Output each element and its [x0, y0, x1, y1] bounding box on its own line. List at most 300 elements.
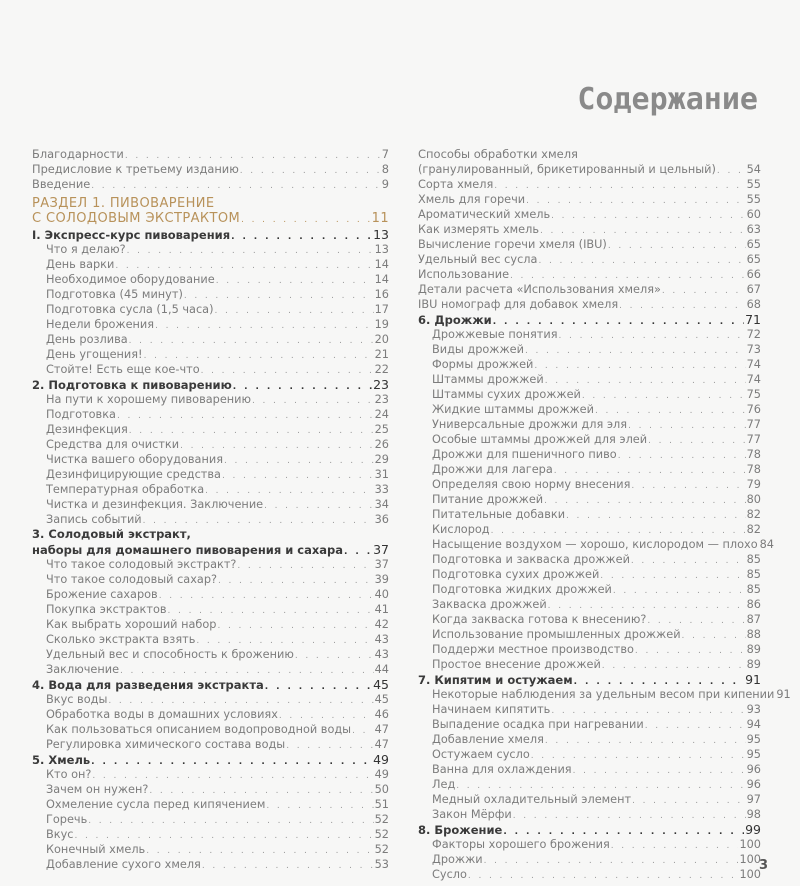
entry-page: 51: [374, 798, 389, 811]
toc-entry[interactable]: [32, 272, 389, 287]
entry-label: Подготовка жидких дрожжей: [432, 583, 612, 596]
entry-page: 68: [746, 298, 761, 311]
entry-label: Запись событий: [46, 513, 142, 526]
entry-label: Использование: [418, 268, 510, 281]
leader-dots: [613, 584, 746, 599]
entry-label: Регулировка химического состава воды: [46, 738, 286, 751]
toc-entry[interactable]: [418, 342, 761, 357]
entry-label: Как пользоваться описанием водопроводной воды: [46, 723, 352, 736]
toc-entry[interactable]: [418, 597, 761, 612]
chapter-entry[interactable]: [418, 312, 761, 327]
leader-dots: [545, 734, 746, 749]
leader-dots: [682, 629, 746, 644]
chapter-page: 37: [373, 542, 389, 557]
chapter-page: 13: [373, 227, 389, 242]
entry-label: Штаммы дрожжей: [432, 373, 544, 386]
entry-label: Дрожжи для лагера: [432, 463, 553, 476]
toc-entry[interactable]: [418, 762, 761, 777]
toc-entry[interactable]: [32, 632, 389, 647]
toc-entry[interactable]: [418, 327, 761, 342]
toc-entry[interactable]: [32, 557, 389, 572]
leader-dots: [231, 230, 372, 245]
entry-label: Как выбрать хороший набор: [46, 618, 217, 631]
entry-label: Брожение сахаров: [46, 588, 158, 601]
entry-page: 21: [374, 348, 389, 361]
entry-label: Использование промышленных дрожжей: [432, 628, 681, 641]
entry-page: 7: [381, 147, 389, 161]
entry-page: 82: [746, 508, 761, 521]
leader-dots: [252, 394, 374, 409]
chapter-entry[interactable]: [418, 672, 761, 687]
leader-dots: [159, 589, 374, 604]
toc-entry[interactable]: [418, 537, 774, 552]
entry-label: Сорта хмеля: [418, 178, 494, 191]
toc-entry[interactable]: [418, 462, 761, 477]
entry-page: 63: [746, 223, 761, 236]
toc-entry[interactable]: [418, 447, 761, 462]
toc-entry[interactable]: [418, 387, 761, 402]
entry-page: 91: [776, 688, 791, 701]
entry-label: День варки: [46, 258, 115, 271]
toc-entry[interactable]: [32, 242, 389, 257]
entry-page: 89: [746, 658, 761, 671]
leader-dots: [344, 545, 372, 560]
leader-dots: [484, 854, 739, 869]
entry-label: IBU номограф для добавок хмеля: [418, 298, 619, 311]
toc-entry[interactable]: [418, 207, 761, 222]
toc-entry[interactable]: [418, 657, 761, 672]
toc-entry[interactable]: [32, 587, 389, 602]
toc-entry[interactable]: [32, 437, 389, 452]
leader-dots: [635, 644, 746, 659]
toc-entry[interactable]: [418, 492, 761, 507]
toc-entry[interactable]: [32, 572, 389, 587]
leader-dots: [534, 359, 745, 374]
section-heading[interactable]: [32, 196, 389, 227]
entry-label: Сусло: [432, 868, 467, 881]
entry-page: 55: [746, 193, 761, 206]
toc-entry[interactable]: [32, 662, 389, 677]
entry-page: 24: [374, 408, 389, 421]
entry-label: Подготовка и закваска дрожжей: [432, 553, 630, 566]
leader-dots: [468, 869, 739, 884]
leader-dots: [631, 479, 745, 494]
entry-label: Дрожжи: [432, 853, 483, 866]
entry-label: Введение: [32, 177, 91, 191]
entry-label: Начинаем кипятить: [432, 703, 551, 716]
entry-page: 79: [746, 478, 761, 491]
entry-page: 33: [374, 483, 389, 496]
toc-entry[interactable]: [418, 267, 761, 282]
entry-page: 41: [374, 603, 389, 616]
entry-label: Кислород: [432, 523, 490, 536]
leader-dots: [717, 164, 746, 179]
leader-dots: [619, 299, 745, 314]
chapter-7-items: [418, 687, 791, 822]
entry-label: Недели брожения: [46, 318, 155, 331]
entry-page: 65: [746, 238, 761, 251]
toc-entry[interactable]: [32, 842, 389, 857]
toc-entry[interactable]: [418, 867, 761, 882]
toc-entry[interactable]: [418, 777, 761, 792]
toc-entry[interactable]: [32, 602, 389, 617]
entry-page: 31: [374, 468, 389, 481]
chapter-entry[interactable]: [418, 822, 761, 837]
toc-entry[interactable]: [418, 702, 761, 717]
entry-page: 65: [746, 253, 761, 266]
toc-entry[interactable]: [418, 687, 791, 702]
toc-entry[interactable]: [32, 812, 389, 827]
leader-dots: [224, 454, 374, 469]
entry-label: Факторы хорошего брожения: [432, 838, 610, 851]
entry-label: Подготовка (45 минут): [46, 288, 183, 301]
toc-entry[interactable]: [418, 507, 761, 522]
chapter-3-items: [32, 557, 389, 677]
leader-dots: [240, 164, 381, 179]
entry-label: Сколько экстракта взять: [46, 633, 196, 646]
toc-entry[interactable]: [32, 857, 389, 872]
toc-entry[interactable]: [418, 747, 761, 762]
leader-dots: [127, 244, 374, 259]
entry-page: 100: [739, 868, 761, 881]
chapter-entry[interactable]: [32, 527, 389, 557]
chapter-4-items: [32, 692, 389, 752]
leader-dots: [648, 434, 746, 449]
chapter-page: 91: [745, 672, 761, 687]
leader-dots: [632, 794, 746, 809]
entry-label: Вычисление горечи хмеля (IBU): [418, 238, 607, 251]
toc-entry[interactable]: [418, 807, 761, 822]
entry-label: День угощения!: [46, 348, 143, 361]
entry-label: Ароматический хмель: [418, 208, 551, 221]
toc-entry[interactable]: [418, 297, 761, 312]
toc-entry[interactable]: [32, 287, 389, 302]
entry-label-line2: (гранулированный, брикетированный и цельный): [418, 163, 716, 176]
toc-entry[interactable]: [418, 177, 761, 192]
entry-label: Заключение: [46, 663, 120, 676]
entry-page: 25: [374, 423, 389, 436]
leader-dots: [352, 724, 374, 739]
entry-page: 100: [739, 838, 761, 851]
leader-dots: [566, 509, 746, 524]
leader-dots: [91, 755, 372, 770]
chapter-page: 45: [373, 677, 389, 692]
chapter-1-items: [32, 242, 389, 377]
toc-entry[interactable]: [418, 642, 761, 657]
toc-entry[interactable]: [418, 852, 761, 867]
entry-page: 97: [746, 793, 761, 806]
entry-label: Остужаем сусло: [432, 748, 530, 761]
leader-dots: [645, 719, 746, 734]
toc-entry[interactable]: [32, 737, 389, 752]
entry-page: 53: [374, 858, 389, 871]
entry-label: Закваска дрожжей: [432, 598, 547, 611]
entry-page: 52: [374, 843, 389, 856]
toc-entry[interactable]: [32, 467, 389, 482]
leader-dots: [222, 469, 374, 484]
leader-dots: [494, 179, 745, 194]
leader-dots: [202, 859, 374, 874]
chapter-page: 71: [745, 312, 761, 327]
chapter-label-line2: наборы для домашнего пивоварения и сахара: [32, 543, 344, 557]
entry-label: Детали расчета «Использования хмеля»: [418, 283, 661, 296]
toc-entry[interactable]: [32, 177, 389, 192]
entry-page: 8: [381, 162, 389, 176]
toc-entry[interactable]: [418, 582, 761, 597]
entry-page: 46: [374, 708, 389, 721]
chapter-entry[interactable]: [32, 677, 389, 692]
chapter-5-continued-items: [418, 177, 761, 312]
toc-entry[interactable]: [32, 797, 389, 812]
entry-label: Предисловие к третьему изданию: [32, 162, 239, 176]
entry-page: 96: [746, 778, 761, 791]
entry-page: 77: [746, 418, 761, 431]
toc-entry[interactable]: [418, 627, 761, 642]
leader-dots: [216, 274, 374, 289]
toc-entry[interactable]: [418, 237, 761, 252]
entry-page: 86: [746, 598, 761, 611]
entry-label: Что такое солодовый сахар?: [46, 573, 218, 586]
leader-dots: [265, 680, 372, 695]
chapter-2-items: [32, 392, 389, 527]
toc-entry[interactable]: [32, 452, 389, 467]
leader-dots: [91, 179, 380, 194]
toc-entry[interactable]: [32, 497, 389, 512]
entry-page: 80: [746, 493, 761, 506]
leader-dots: [233, 380, 372, 395]
toc-entry[interactable]: [418, 282, 761, 297]
leader-dots: [618, 449, 746, 464]
entry-label: Хмель для горечи: [418, 193, 526, 206]
toc-entry[interactable]: [418, 192, 761, 207]
page-number: 3: [758, 858, 768, 873]
entry-page: 55: [746, 178, 761, 191]
entry-page: 82: [746, 523, 761, 536]
toc-entry[interactable]: [32, 302, 389, 317]
toc-entry[interactable]: [418, 732, 761, 747]
entry-page: 14: [374, 258, 389, 271]
leader-dots: [88, 814, 373, 829]
toc-entry[interactable]: [418, 372, 761, 387]
chapter-label: 8. Брожение: [418, 823, 503, 837]
leader-dots: [573, 764, 746, 779]
leader-dots: [525, 344, 746, 359]
chapter-5-items: [32, 767, 389, 872]
toc-entry[interactable]: [32, 317, 389, 332]
entry-page: 47: [374, 738, 389, 751]
toc-entry[interactable]: [32, 647, 389, 662]
entry-label: Кто он?: [46, 768, 92, 781]
front-matter: [32, 147, 389, 192]
entry-page: 34: [374, 498, 389, 511]
toc-entry[interactable]: [32, 162, 389, 177]
toc-entry[interactable]: [32, 147, 389, 162]
entry-label: Дезинфицирующие средства: [46, 468, 221, 481]
leader-dots: [120, 664, 374, 679]
toc-entry[interactable]: [418, 417, 761, 432]
entry-label: Добавление сухого хмеля: [46, 858, 201, 871]
section-page: 11: [371, 211, 389, 226]
leader-dots: [218, 574, 374, 589]
toc-entry[interactable]: [418, 432, 761, 447]
chapter-label-line1: 3. Солодовый экстракт,: [32, 527, 191, 541]
entry-page: 93: [746, 703, 761, 716]
entry-page: 19: [374, 318, 389, 331]
entry-page: 52: [374, 828, 389, 841]
entry-label: Чистка вашего оборудования: [46, 453, 223, 466]
leader-dots: [237, 559, 373, 574]
entry-page: 66: [746, 268, 761, 281]
entry-page: 74: [746, 373, 761, 386]
toc-entry[interactable]: [32, 782, 389, 797]
entry-label: Подготовка: [46, 408, 116, 421]
chapter-page: 23: [373, 377, 389, 392]
leader-dots: [538, 254, 745, 269]
entry-page: 94: [746, 718, 761, 731]
entry-label: Жидкие штаммы дрожжей: [432, 403, 594, 416]
leader-dots: [608, 239, 746, 254]
entry-label: Подготовка сусла (1,5 часа): [46, 303, 214, 316]
entry-label: День розлива: [46, 333, 128, 346]
leader-dots: [295, 649, 374, 664]
toc-entry[interactable]: [32, 617, 389, 632]
entry-page: 22: [374, 363, 389, 376]
entry-page: 44: [374, 663, 389, 676]
toc-entry[interactable]: [32, 767, 389, 782]
entry-label: Подготовка сухих дрожжей: [432, 568, 600, 581]
entry-page: 37: [374, 558, 389, 571]
entry-page: 89: [746, 643, 761, 656]
chapter-label: 7. Кипятим и остужаем: [418, 673, 573, 687]
toc-entry[interactable]: [32, 482, 389, 497]
entry-label: Питание дрожжей: [432, 493, 544, 506]
toc-entry[interactable]: [32, 257, 389, 272]
entry-page: 100: [739, 853, 761, 866]
toc-entry[interactable]: [418, 222, 761, 237]
toc-entry[interactable]: [418, 552, 761, 567]
leader-dots: [266, 799, 373, 814]
toc-entry[interactable]: [32, 692, 389, 707]
entry-label: Добавление хмеля: [432, 733, 544, 746]
entry-label: Медный охладительный элемент: [432, 793, 632, 806]
toc-entry[interactable]: [418, 567, 761, 582]
entry-page: 45: [374, 693, 389, 706]
entry-page: 43: [374, 648, 389, 661]
entry-page: 72: [746, 328, 761, 341]
chapter-label: 2. Подготовка к пивоварению: [32, 378, 232, 392]
entry-label: Дрожжевые понятия: [432, 328, 558, 341]
chapter-label: 5. Хмель: [32, 753, 91, 767]
chapter-page: 99: [745, 822, 761, 837]
entry-page: 14: [374, 273, 389, 286]
entry-label: Формы дрожжей: [432, 358, 534, 371]
entry-page: 40: [374, 588, 389, 601]
toc-entry[interactable]: [418, 792, 761, 807]
toc-entry[interactable]: [418, 837, 761, 852]
chapter-label: 6. Дрожжи: [418, 313, 492, 327]
leader-dots: [600, 569, 745, 584]
toc-entry[interactable]: [418, 402, 761, 417]
toc-entry[interactable]: [418, 477, 761, 492]
entry-page: 67: [746, 283, 761, 296]
leader-dots: [662, 284, 746, 299]
toc-entry[interactable]: [418, 522, 761, 537]
leader-dots: [215, 304, 374, 319]
chapter-entry[interactable]: [32, 377, 389, 392]
toc-entry[interactable]: [32, 392, 389, 407]
entry-page: 77: [746, 433, 761, 446]
leader-dots: [286, 739, 373, 754]
toc-left-column: [32, 147, 389, 872]
toc-entry[interactable]: [32, 707, 389, 722]
toc-entry[interactable]: [32, 407, 389, 422]
entry-label: Поддержи местное производство: [432, 643, 634, 656]
entry-page: 13: [374, 243, 389, 256]
leader-dots: [582, 389, 746, 404]
entry-page: 74: [746, 358, 761, 371]
toc-entry[interactable]: [418, 357, 761, 372]
leader-dots: [129, 334, 374, 349]
entry-label: Ванна для охлаждения: [432, 763, 572, 776]
leader-dots: [559, 329, 746, 344]
toc-entry[interactable]: [32, 827, 389, 842]
toc-entry[interactable]: [32, 722, 389, 737]
toc-entry[interactable]: [32, 347, 389, 362]
entry-label: Особые штаммы дрожжей для элей: [432, 433, 648, 446]
toc-entry[interactable]: [32, 362, 389, 377]
entry-label: Простое внесение дрожжей: [432, 658, 601, 671]
entry-label: Дрожжи для пшеничного пиво: [432, 448, 617, 461]
entry-page: 85: [746, 568, 761, 581]
chapter-6-items: [418, 327, 774, 672]
entry-label: Насыщение воздухом — хорошо, кислородом — плохо: [432, 538, 758, 551]
entry-label: Стойте! Есть еще кое-что: [46, 363, 200, 376]
toc-right-column: [418, 147, 791, 882]
toc-entry[interactable]: [32, 422, 389, 437]
entry-label: Вкус: [46, 828, 74, 841]
entry-page: 84: [759, 538, 774, 551]
entry-page: 36: [374, 513, 389, 526]
entry-page: 78: [746, 448, 761, 461]
entry-label: Чистка и дезинфекция. Заключение: [46, 498, 264, 511]
toc-entry[interactable]: [32, 332, 389, 347]
leader-dots: [264, 499, 374, 514]
entry-page: 52: [374, 813, 389, 826]
entry-page: 26: [374, 438, 389, 451]
entry-label: Температурная обработка: [46, 483, 205, 496]
entry-page: 85: [746, 583, 761, 596]
leader-dots: [602, 659, 746, 674]
toc-entry[interactable]: [418, 612, 761, 627]
entry-page: 98: [746, 808, 761, 821]
entry-label: Лед: [432, 778, 456, 791]
entry-page: 88: [746, 628, 761, 641]
chapter-entry[interactable]: [32, 752, 389, 767]
page-title: Содержание: [577, 82, 758, 117]
entry-page: 60: [746, 208, 761, 221]
entry-label: Охмеление сусла перед кипячением: [46, 798, 266, 811]
entry-label: Закон Мёрфи: [432, 808, 512, 821]
chapter-entry[interactable]: [32, 227, 389, 242]
toc-entry[interactable]: [418, 252, 761, 267]
toc-entry[interactable]: [418, 147, 761, 177]
toc-entry[interactable]: [32, 512, 389, 527]
entry-label: Некоторые наблюдения за удельным весом при кипении: [432, 688, 775, 701]
leader-dots: [544, 494, 745, 509]
entry-page: 78: [746, 463, 761, 476]
section-title-line1: РАЗДЕЛ 1. ПИВОВАРЕНИЕ: [32, 196, 215, 211]
toc-entry[interactable]: [418, 717, 761, 732]
